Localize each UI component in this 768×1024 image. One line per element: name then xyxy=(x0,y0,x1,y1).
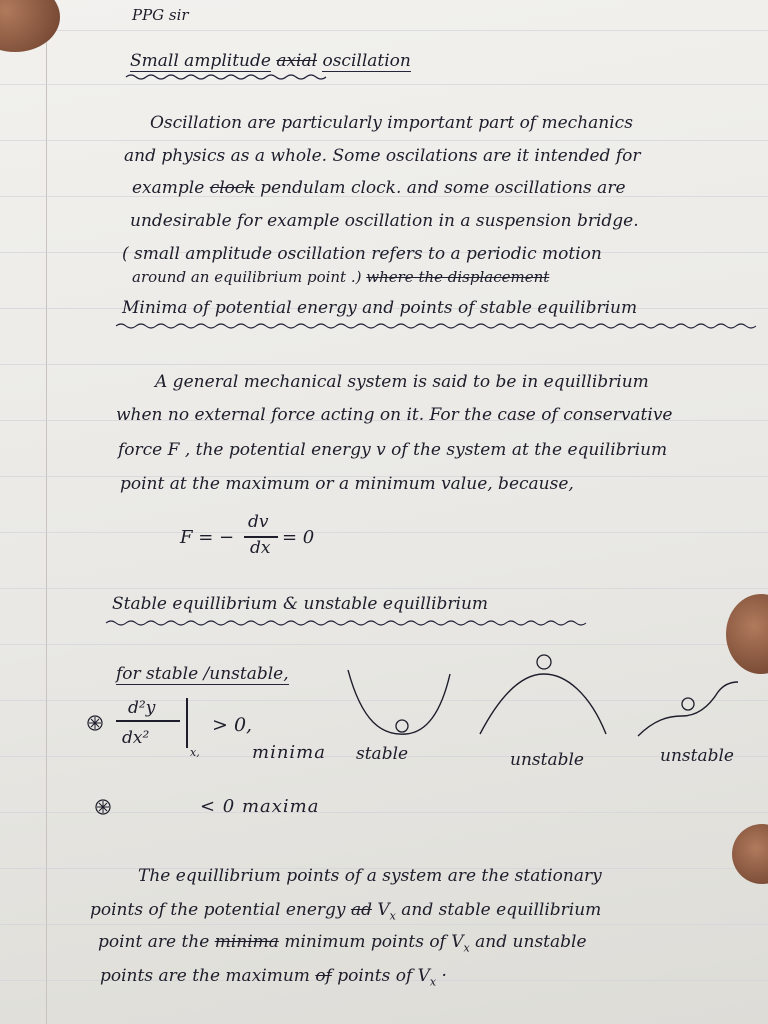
s1-line-6: around an equilibrium point .) where the displacement xyxy=(132,268,550,286)
unstable-label-2: unstable xyxy=(660,746,734,766)
s2-line-3: force F , the potential energy v of the system at the equilibrium xyxy=(118,440,668,460)
margin-line xyxy=(46,0,47,1024)
s2-line-1: A general mechanical system is said to be in equillibrium xyxy=(155,372,649,392)
section2-underline xyxy=(116,322,756,330)
s1-line-2: and physics as a whole. Some oscilations are it intended for xyxy=(124,146,641,166)
section3-underline xyxy=(106,619,586,627)
s2-line-2: when no external force acting on it. For the case of conservative xyxy=(116,405,673,425)
star-bullet-icon-2 xyxy=(94,798,112,816)
cond-num: d²y xyxy=(128,698,156,718)
star-bullet-icon xyxy=(86,714,104,732)
eval-bar xyxy=(186,698,188,748)
s4-line-2: points of the potential energy ad $V_x$ and stable equillibrium xyxy=(90,900,602,923)
formula-rhs: = 0 xyxy=(282,527,315,548)
s2-line-4: point at the maximum or a minimum value, because, xyxy=(120,474,574,494)
header-tag: PPG sir xyxy=(132,6,189,24)
cond-bar xyxy=(116,720,180,722)
unstable-hill-diagram xyxy=(474,650,610,740)
cond-sub: x, xyxy=(190,746,200,759)
section3-title: Stable equillibrium & unstable equillibrium xyxy=(112,594,489,614)
s1-line-5: ( small amplitude oscillation refers to a periodic motion xyxy=(122,244,602,264)
maxima-label: < 0 maxima xyxy=(200,796,320,817)
stable-label: stable xyxy=(356,744,409,764)
cond-gt: > 0, xyxy=(212,714,253,736)
formula-num: dv xyxy=(248,512,269,532)
unstable-label-1: unstable xyxy=(510,750,584,770)
s1-line-4: undesirable for example oscillation in a suspension bridge. xyxy=(130,211,639,231)
section1-title: Small amplitude axial oscillation xyxy=(130,51,411,71)
minima-label: minima xyxy=(252,742,326,763)
s4-line-4: points are the maximum of points of $V_x$ · xyxy=(100,966,447,989)
unstable-slope-diagram xyxy=(634,680,744,740)
stable-well-diagram xyxy=(340,664,460,744)
section2-title: Minima of potential energy and points of stable equilibrium xyxy=(122,298,638,318)
s1-line-1: Oscillation are particularly important part of mechanics xyxy=(150,113,633,133)
s1-line-3: example clock pendulam clock. and some oscillations are xyxy=(132,178,626,198)
title-underline xyxy=(126,73,466,81)
sub-heading: for stable /unstable, xyxy=(116,664,289,684)
formula-den: dx xyxy=(250,538,271,558)
formula-lhs: F = − xyxy=(180,527,235,548)
s4-line-1: The equillibrium points of a system are the stationary xyxy=(138,866,602,886)
cond-den: dx² xyxy=(122,728,150,748)
s4-line-3: point are the minima minimum points of $V_x$ and unstable xyxy=(98,932,587,955)
